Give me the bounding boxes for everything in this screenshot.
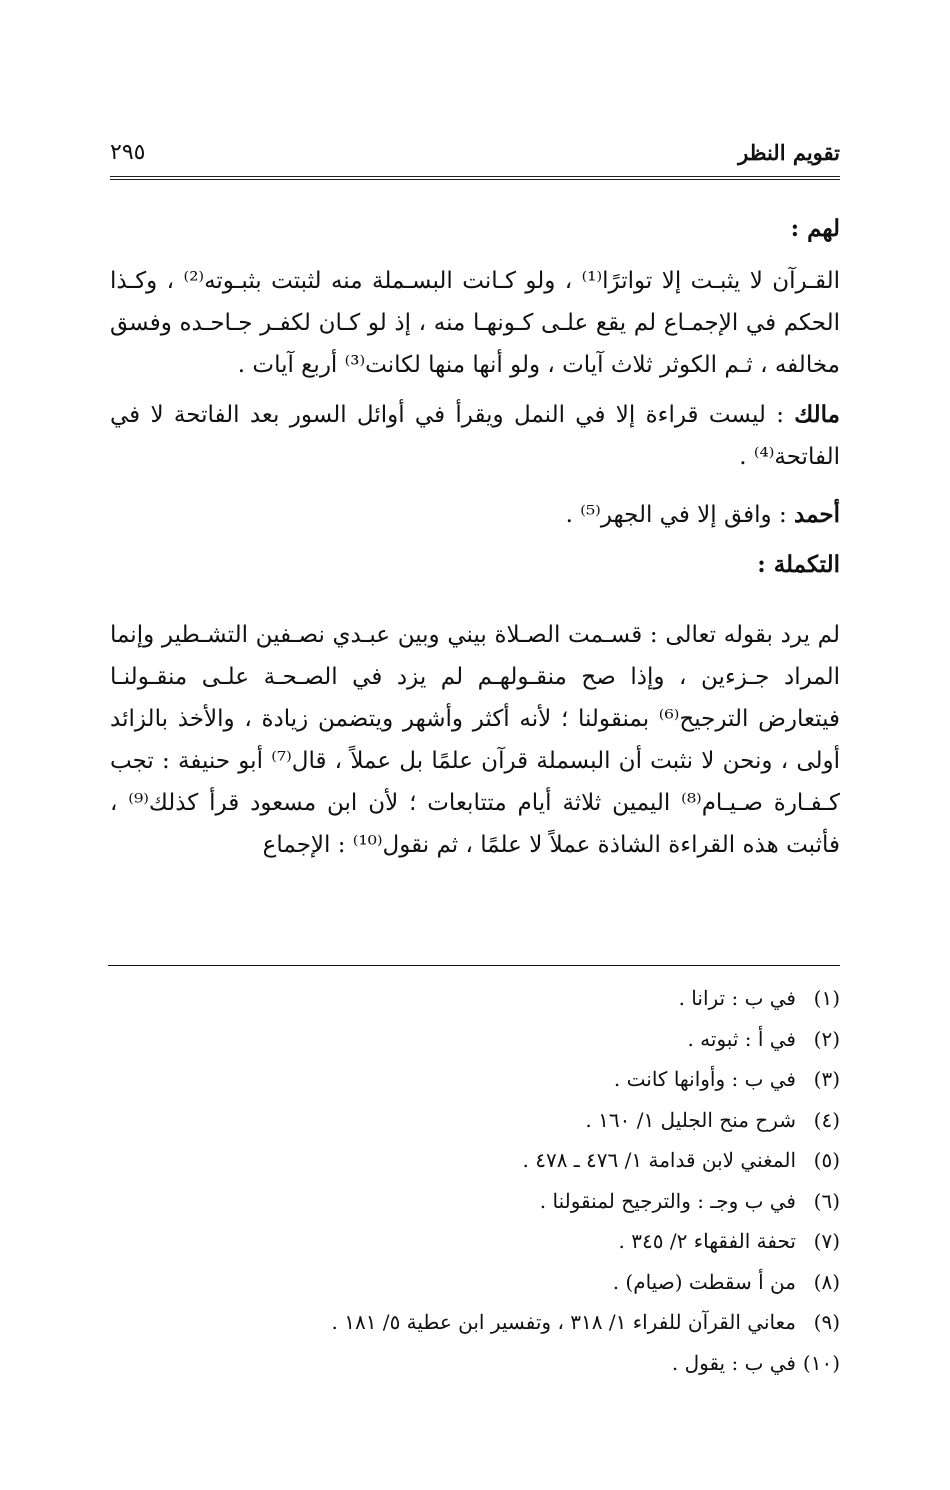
footnote-number: (٢)	[813, 1026, 840, 1051]
footnote-item	[110, 1181, 840, 1222]
footnote-number: (١)	[813, 986, 840, 1010]
footnote-text: معاني القرآن للفراء ١/ ٣١٨ ، وتفسير ابن عطية ٥/ ١٨١ .	[331, 1310, 796, 1334]
footnote-number: (٩)	[813, 1310, 840, 1334]
footnote-item	[110, 1221, 840, 1262]
footnote-text: تحفة الفقهاء ٢/ ٣٤٥ .	[618, 1229, 796, 1253]
footnote-number: (٣)	[813, 1067, 840, 1091]
footnote-number: (٦)	[813, 1188, 840, 1213]
page-number: ٢٩٥	[110, 140, 146, 165]
footnote-text: شرح منح الجليل ١/ ١٦٠ .	[585, 1107, 796, 1132]
malik-text: : ليست قراءة إلا في النمل ويقرأ في أوائل السور بعد الفاتحة لا في الفاتحة⁽⁴⁾ .	[110, 402, 840, 470]
footnote-text: في ب : وأوانها كانت .	[613, 1067, 796, 1091]
ahmad-text: : وافق إلا في الجهر⁽⁵⁾ .	[565, 502, 787, 528]
footnote-number: (٤)	[813, 1107, 840, 1132]
footnote-item	[110, 1140, 840, 1181]
ahmad-label: أحمد	[794, 501, 840, 528]
footnote-rule	[108, 965, 840, 966]
running-header	[110, 140, 840, 172]
ahmad-paragraph	[110, 494, 840, 536]
footnote-number: (١٠)	[802, 1350, 840, 1375]
footnote-item	[110, 1302, 840, 1343]
footnote-item	[110, 978, 840, 1019]
footnote-number: (٨)	[813, 1269, 840, 1294]
footnote-item	[110, 1343, 840, 1384]
malik-paragraph	[110, 394, 840, 478]
footnote-text: في أ : ثبوته .	[687, 1026, 796, 1051]
footnote-number: (٥)	[813, 1148, 840, 1172]
footnote-number: (٧)	[813, 1229, 840, 1253]
takmila-heading: التكملة :	[757, 551, 840, 578]
main-text	[110, 200, 840, 866]
footnote-text: في ب : يقول .	[671, 1350, 796, 1375]
lahum-heading: لهم :	[790, 215, 840, 242]
footnote-text: من أ سقطت (صيام) .	[612, 1269, 796, 1294]
footnote-item	[110, 1100, 840, 1141]
footnotes	[110, 978, 840, 1383]
footnote-item	[110, 1262, 840, 1303]
takmila-paragraph: لم يرد بقوله تعالى : قسـمت الصـلاة بيني وبين عبـدي نصـفين التشـطير وإنما المراد جـزءين ، وإذا صح منقـولهـم لم يزد في الصـحـة علـى منقـولنـا فيتعارض الترجيح⁽⁶⁾ بمنقولنا ؛ لأنه أكثر وأشهر ويتضمن زيادة ، والأخذ بالزائد أولى ، ونحن لا نثبت أن البسملة قرآن علمًا بل عملاً ، قال⁽⁷⁾ أبو حنيفة : تجب كـفـارة صـيـام⁽⁸⁾ اليمين ثلاثة أيام متتابعات ؛ لأن ابن مسعود قرأ كذلك⁽⁹⁾ ، فأثبت هذه القراءة الشاذة عملاً لا علمًا ، ثم نقول⁽¹⁰⁾ : الإجماع	[110, 622, 841, 858]
malik-label: مالك	[794, 401, 840, 428]
footnote-item	[110, 1019, 840, 1060]
footnote-text: في ب وجـ : والترجيح لمنقولنا .	[539, 1188, 796, 1213]
footnote-text: المغني لابن قدامة ١/ ٤٧٦ ـ ٤٧٨ .	[522, 1148, 796, 1172]
footnote-item	[110, 1059, 840, 1100]
lahum-paragraph: القـرآن لا يثبـت إلا تواترًا⁽¹⁾ ، ولو كـانت البسـملة منه لثبتت بثبـوته⁽²⁾ ، وكـذا الحكم في الإجمـاع لم يقع علـى كـونهـا منه ، إذ لو كـان لكفـر جـاحـده وفسق مخالفه ، ثـم الكوثر ثلاث آيات ، ولو أنها منها لكانت⁽³⁾ أربع آيات .	[110, 268, 840, 378]
header-rule	[110, 176, 840, 180]
header-title: تقويم النظر	[738, 140, 840, 165]
footnote-text: في ب : ترانا .	[678, 986, 796, 1010]
